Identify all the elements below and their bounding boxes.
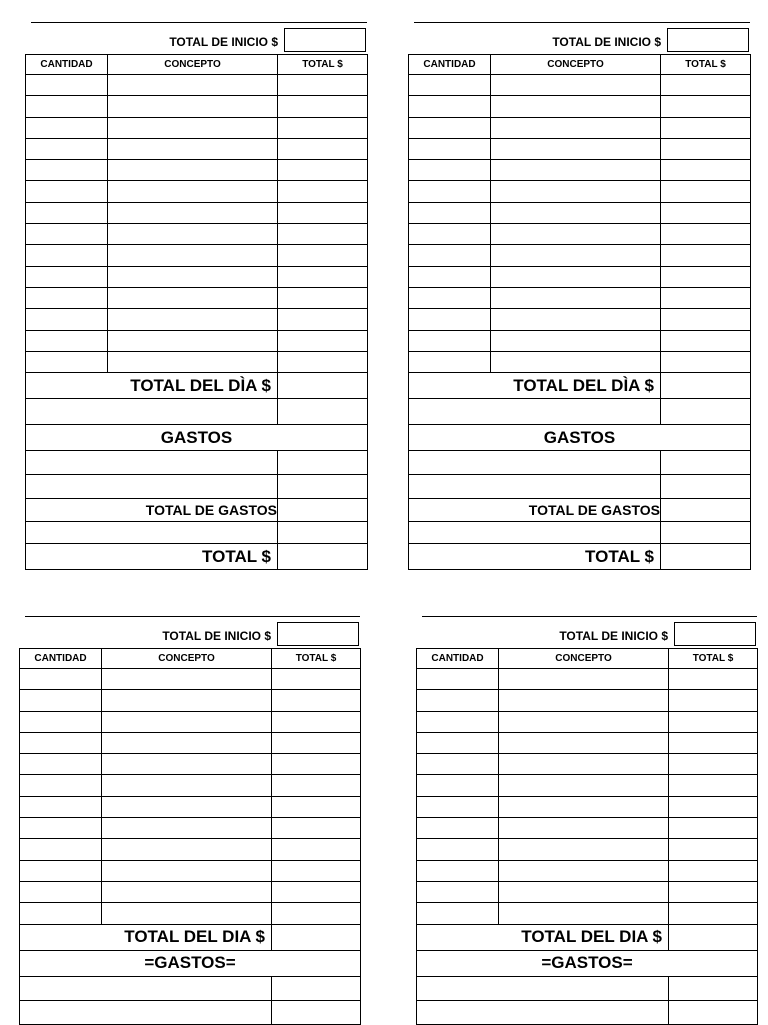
table-row[interactable]: [409, 245, 751, 266]
header-row: [20, 649, 361, 669]
table-row[interactable]: [409, 96, 751, 117]
header-concepto: CONCEPTO: [491, 55, 661, 75]
header-row: [417, 649, 758, 669]
header-cantidad: CANTIDAD: [417, 649, 499, 669]
table-row[interactable]: [26, 245, 368, 266]
table-row[interactable]: [26, 266, 368, 287]
gastos-label: GASTOS: [409, 425, 751, 451]
total-day-field[interactable]: [272, 924, 361, 950]
header-total: TOTAL $: [272, 649, 361, 669]
total-row: [409, 544, 751, 570]
table-row[interactable]: [26, 287, 368, 308]
start-total-label: TOTAL DE INICIO $: [559, 629, 668, 643]
table-row[interactable]: [417, 732, 758, 753]
table-row[interactable]: [409, 351, 751, 372]
table-row[interactable]: [20, 690, 361, 711]
table-row[interactable]: [26, 75, 368, 96]
entry-rows: [409, 75, 751, 373]
table-row[interactable]: [20, 818, 361, 839]
top-rule: [422, 616, 757, 617]
gasto-row[interactable]: [26, 475, 368, 499]
total-day-row: [20, 924, 361, 950]
table-row[interactable]: [417, 860, 758, 881]
table-row[interactable]: [417, 903, 758, 924]
top-rule: [414, 22, 750, 23]
header-total: TOTAL $: [669, 649, 758, 669]
table-row[interactable]: [26, 202, 368, 223]
entry-rows: [20, 669, 361, 925]
start-total-row: [19, 622, 360, 647]
header-concepto: CONCEPTO: [499, 649, 669, 669]
gasto-row[interactable]: [409, 475, 751, 499]
table-row[interactable]: [417, 839, 758, 860]
table-row[interactable]: [20, 775, 361, 796]
total-gastos-row: [26, 499, 368, 522]
start-total-label: TOTAL DE INICIO $: [169, 35, 278, 49]
total-day-field[interactable]: [661, 373, 751, 399]
total-day-label: TOTAL DEL DÌA $: [26, 373, 278, 399]
table-row[interactable]: [26, 224, 368, 245]
start-total-field[interactable]: [277, 622, 359, 646]
table-row[interactable]: [26, 181, 368, 202]
table-row[interactable]: [26, 117, 368, 138]
table-row[interactable]: [409, 202, 751, 223]
gastos-label: =GASTOS=: [20, 950, 361, 976]
gasto-row[interactable]: [417, 1000, 758, 1024]
total-gastos-field[interactable]: [661, 499, 751, 522]
top-rule: [25, 616, 360, 617]
blank-field[interactable]: [278, 399, 368, 425]
table-row[interactable]: [20, 754, 361, 775]
table-row[interactable]: [409, 224, 751, 245]
total-row: [26, 544, 368, 570]
gasto-row[interactable]: [417, 976, 758, 1000]
start-total-field[interactable]: [667, 28, 749, 52]
table-row[interactable]: [417, 669, 758, 690]
ledger-table: [416, 648, 758, 1025]
table-row[interactable]: [409, 117, 751, 138]
gasto-row[interactable]: [20, 976, 361, 1000]
total-gastos-label: TOTAL DE GASTOS: [26, 499, 278, 522]
total-day-row: [417, 924, 758, 950]
table-row[interactable]: [26, 351, 368, 372]
gastos-row: [409, 425, 751, 451]
header-concepto: CONCEPTO: [108, 55, 278, 75]
total-gastos-field[interactable]: [278, 499, 368, 522]
gastos-row: [417, 950, 758, 976]
header-row: [26, 55, 368, 75]
table-row[interactable]: [26, 330, 368, 351]
start-total-row: [408, 28, 750, 53]
start-total-row: [25, 28, 367, 53]
blank-row: [409, 399, 751, 425]
table-row[interactable]: [20, 860, 361, 881]
gasto-row[interactable]: [26, 451, 368, 475]
table-row[interactable]: [417, 754, 758, 775]
total-day-label: TOTAL DEL DÌA $: [409, 373, 661, 399]
table-row[interactable]: [417, 775, 758, 796]
table-row[interactable]: [409, 287, 751, 308]
table-row[interactable]: [417, 818, 758, 839]
table-row[interactable]: [417, 711, 758, 732]
gastos-label: =GASTOS=: [417, 950, 758, 976]
total-day-field[interactable]: [278, 373, 368, 399]
total-day-field[interactable]: [669, 924, 758, 950]
table-row[interactable]: [20, 903, 361, 924]
table-row[interactable]: [20, 839, 361, 860]
table-row[interactable]: [20, 711, 361, 732]
header-row: [409, 55, 751, 75]
start-total-field[interactable]: [284, 28, 366, 52]
total-gastos-label: TOTAL DE GASTOS: [409, 499, 661, 522]
total-field[interactable]: [278, 544, 368, 570]
total-day-row: [409, 373, 751, 399]
entry-rows: [417, 669, 758, 925]
gastos-label: GASTOS: [26, 425, 368, 451]
table-row[interactable]: [409, 75, 751, 96]
gastos-row: [26, 425, 368, 451]
entry-rows: [26, 75, 368, 373]
table-row[interactable]: [20, 881, 361, 902]
table-row[interactable]: [417, 690, 758, 711]
header-cantidad: CANTIDAD: [26, 55, 108, 75]
table-row[interactable]: [409, 309, 751, 330]
total-label: TOTAL $: [409, 544, 661, 570]
total-gastos-row: [409, 499, 751, 522]
total-day-label: TOTAL DEL DIA $: [417, 924, 669, 950]
header-cantidad: CANTIDAD: [20, 649, 102, 669]
table-row[interactable]: [417, 881, 758, 902]
total-day-row: [26, 373, 368, 399]
table-row[interactable]: [26, 160, 368, 181]
ledger-table: [408, 54, 751, 570]
table-row[interactable]: [409, 330, 751, 351]
ledger-table: [25, 54, 368, 570]
total-day-label: TOTAL DEL DIA $: [20, 924, 272, 950]
header-total: TOTAL $: [661, 55, 751, 75]
blank-field[interactable]: [661, 399, 751, 425]
table-row[interactable]: [26, 309, 368, 330]
table-row[interactable]: [409, 266, 751, 287]
gastos-row: [20, 950, 361, 976]
table-row[interactable]: [20, 732, 361, 753]
header-cantidad: CANTIDAD: [409, 55, 491, 75]
start-total-field[interactable]: [674, 622, 756, 646]
total-label: TOTAL $: [26, 544, 278, 570]
start-total-row: [416, 622, 757, 647]
gasto-row[interactable]: [20, 1000, 361, 1024]
table-row[interactable]: [20, 796, 361, 817]
start-total-label: TOTAL DE INICIO $: [552, 35, 661, 49]
header-total: TOTAL $: [278, 55, 368, 75]
start-total-label: TOTAL DE INICIO $: [162, 629, 271, 643]
table-row[interactable]: [26, 138, 368, 159]
table-row[interactable]: [20, 669, 361, 690]
blank-row: [26, 399, 368, 425]
gasto-row[interactable]: [409, 451, 751, 475]
table-row[interactable]: [26, 96, 368, 117]
table-row[interactable]: [409, 181, 751, 202]
total-field[interactable]: [661, 544, 751, 570]
table-row[interactable]: [409, 160, 751, 181]
header-concepto: CONCEPTO: [102, 649, 272, 669]
blank-row: [409, 522, 751, 544]
top-rule: [31, 22, 367, 23]
table-row[interactable]: [409, 138, 751, 159]
blank-row: [26, 522, 368, 544]
ledger-table: [19, 648, 361, 1025]
table-row[interactable]: [417, 796, 758, 817]
